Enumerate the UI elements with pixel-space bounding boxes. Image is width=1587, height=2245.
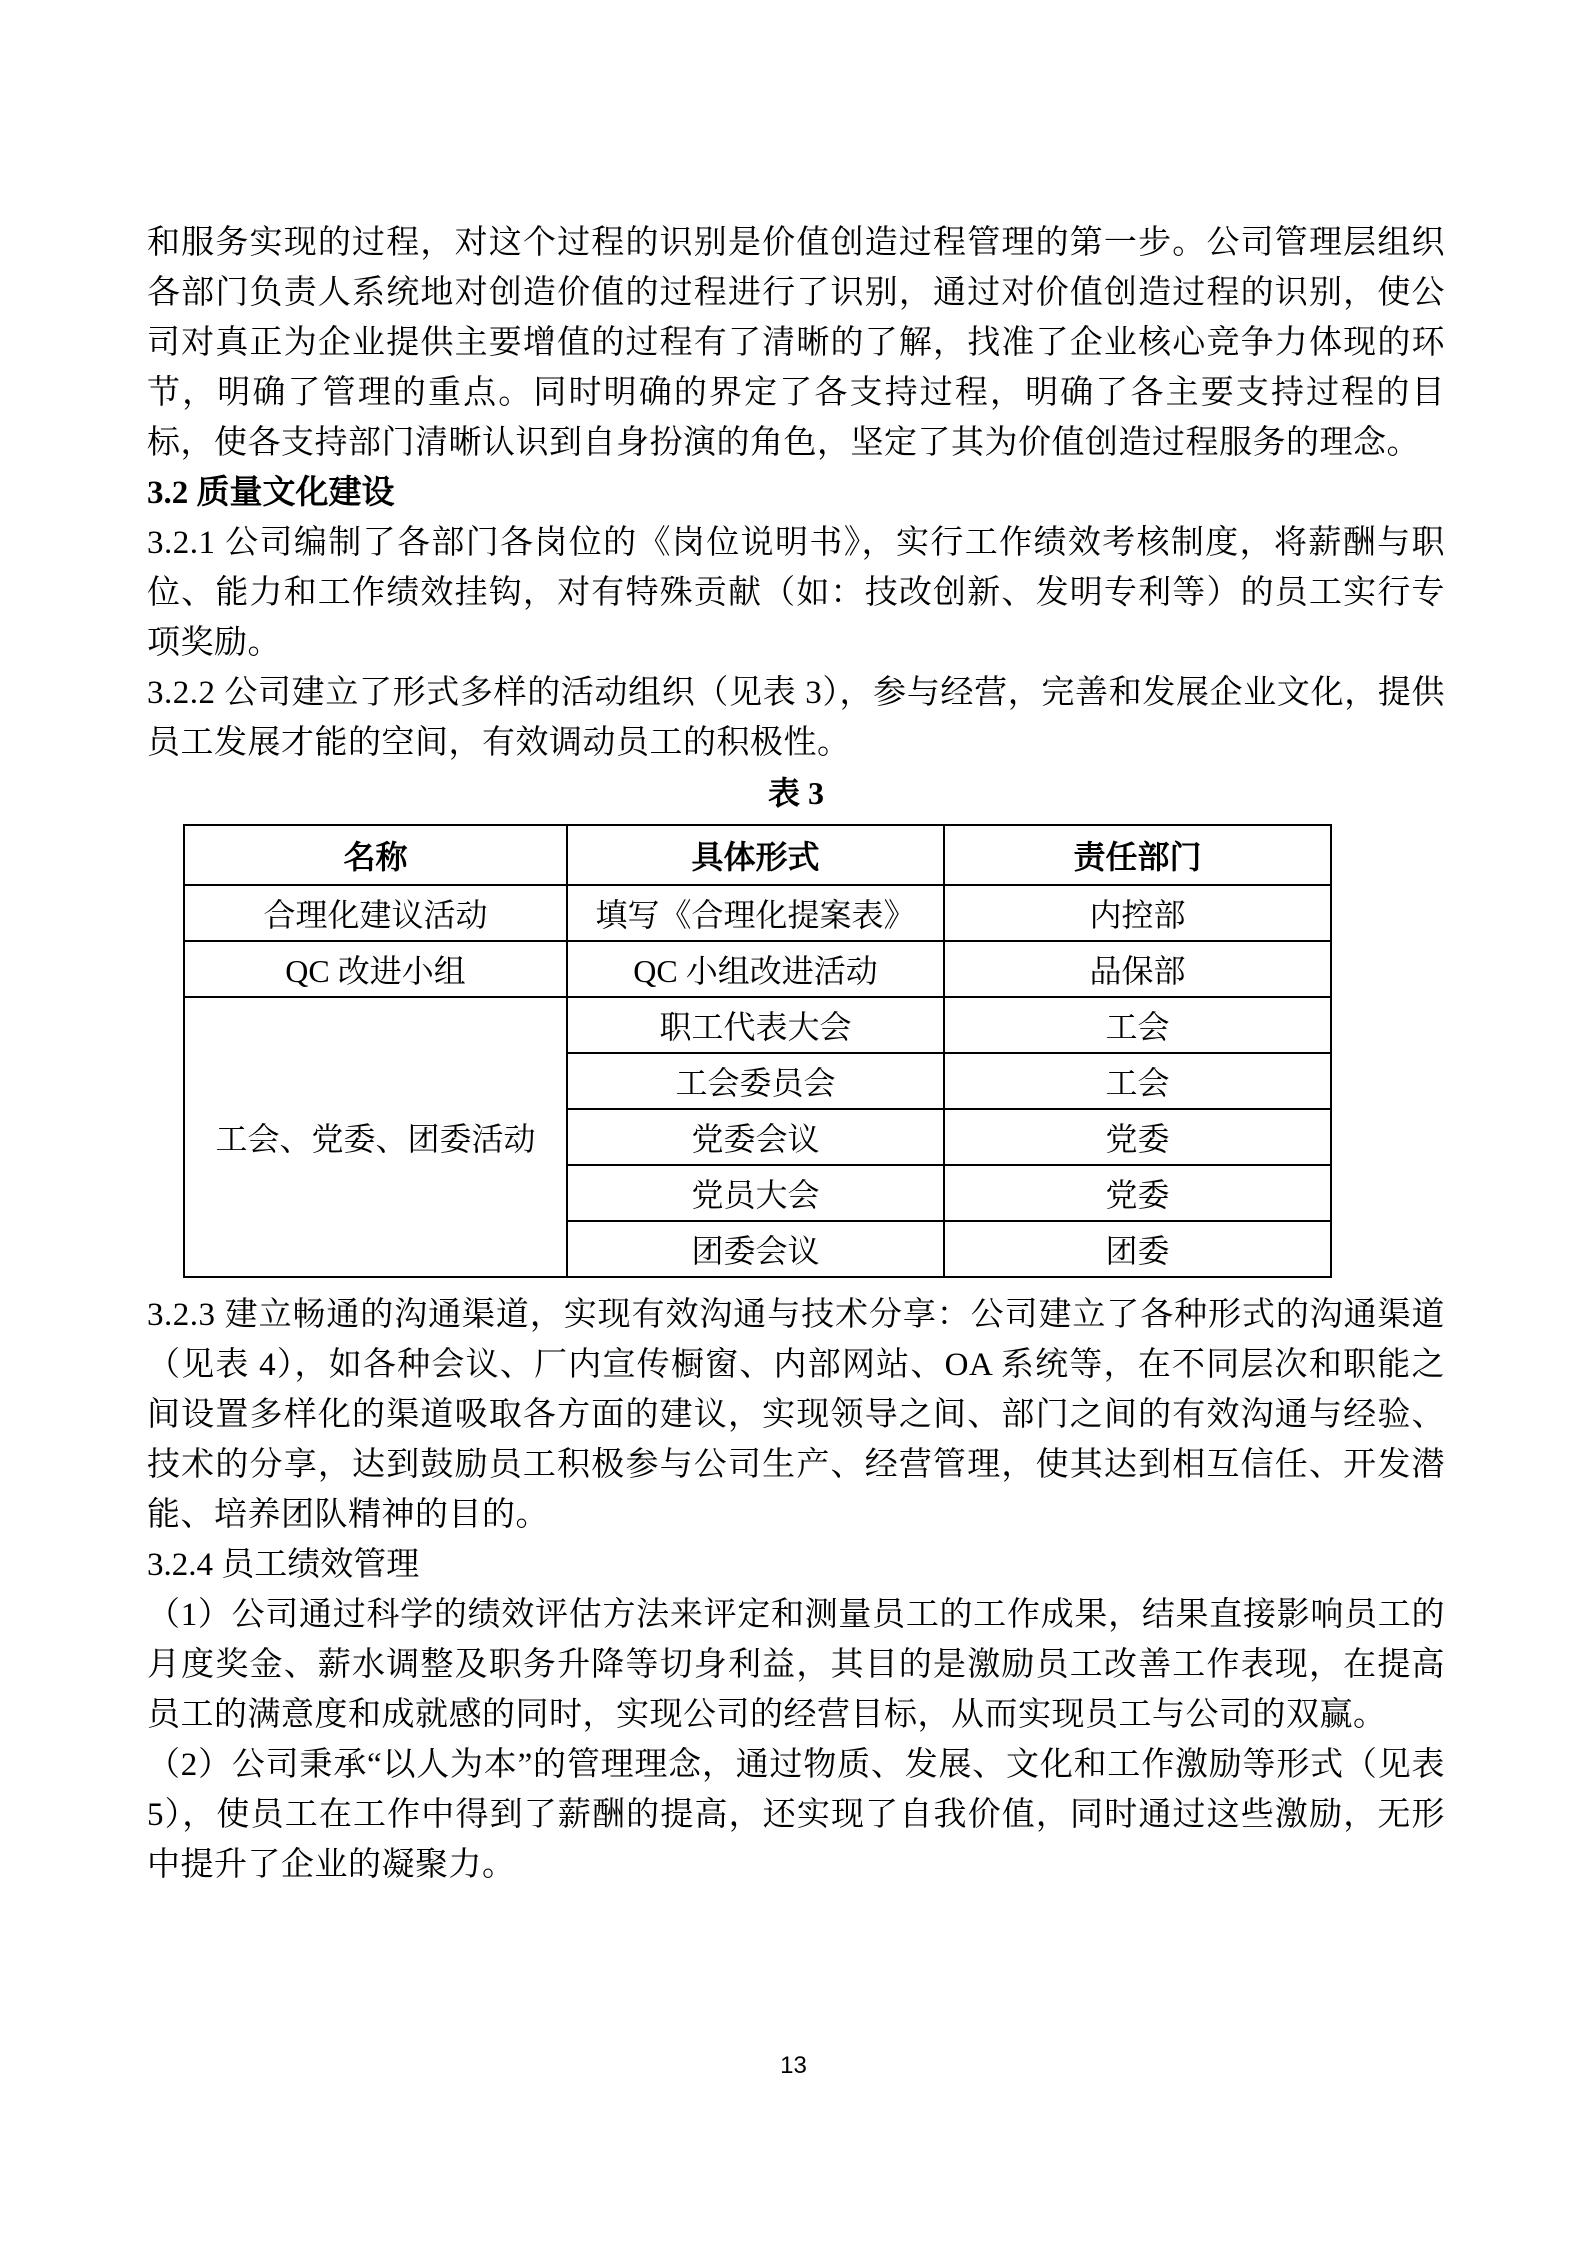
document-content [147, 218, 1445, 1890]
section-heading-3-2: 3.2 质量文化建设 [147, 475, 395, 511]
name-cell: 合理化建议活动 [184, 885, 567, 941]
dept-cell: 团委 [944, 1221, 1331, 1277]
form-cell: QC 小组改进活动 [567, 941, 944, 997]
table3-row [184, 885, 1331, 941]
dept-cell: 工会 [944, 1053, 1331, 1109]
heading-3-2-4: 3.2.4 员工绩效管理 [147, 1547, 420, 1583]
table3-row [184, 941, 1331, 997]
name-cell: QC 改进小组 [184, 941, 567, 997]
dept-cell: 党委 [944, 1165, 1331, 1221]
table3-header-dept: 责任部门 [944, 825, 1331, 885]
paragraph-performance-2: （2）公司秉承“以人为本”的管理理念，通过物质、发展、文化和工作激励等形式（见表 5），使员工在工作中得到了薪酬的提高，还实现了自我价值，同时通过这些激励，无形中提升了企业的凝聚力。 [147, 1747, 1445, 1883]
form-cell: 党委会议 [567, 1109, 944, 1165]
table3 [183, 824, 1332, 1278]
form-cell: 党员大会 [567, 1165, 944, 1221]
table3-header-name: 名称 [184, 825, 567, 885]
paragraph-performance-1: （1）公司通过科学的绩效评估方法来评定和测量员工的工作成果，结果直接影响员工的月度奖金、薪水调整及职务升降等切身利益，其目的是激励员工改善工作表现，在提高员工的满意度和成就感的同时，实现公司的经营目标，从而实现员工与公司的双赢。 [147, 1597, 1445, 1733]
paragraph-intro: 和服务实现的过程，对这个过程的识别是价值创造过程管理的第一步。公司管理层组织各部门负责人系统地对创造价值的过程进行了识别，通过对价值创造过程的识别，使公司对真正为企业提供主要增值的过程有了清晰的了解，找准了企业核心竞争力体现的环节，明确了管理的重点。同时明确的界定了各支持过程，明确了各主要支持过程的目标，使各支持部门清晰认识到自身扮演的角色，坚定了其为价值创造过程服务的理念。 [147, 225, 1445, 461]
paragraph-3-2-1: 3.2.1 公司编制了各部门各岗位的《岗位说明书》，实行工作绩效考核制度，将薪酬与职位、能力和工作绩效挂钩，对有特殊贡献（如：技改创新、发明专利等）的员工实行专项奖励。 [147, 525, 1445, 661]
table3-caption: 表 3 [767, 775, 824, 811]
form-cell: 填写《合理化提案表》 [567, 885, 944, 941]
table3-header-row [184, 825, 1331, 885]
table3-row [184, 997, 1331, 1053]
dept-cell: 工会 [944, 997, 1331, 1053]
dept-cell: 品保部 [944, 941, 1331, 997]
paragraph-3-2-3: 3.2.3 建立畅通的沟通渠道，实现有效沟通与技术分享：公司建立了各种形式的沟通渠道（见表 4），如各种会议、厂内宣传橱窗、内部网站、OA 系统等，在不同层次和职能之间设置多样化的渠道吸取各方面的建议，实现领导之间、部门之间的有效沟通与经验、技术的分享，达到鼓励员工积极参与公司生产、经营管理，使其达到相互信任、开发潜能、培养团队精神的目的。 [147, 1297, 1445, 1533]
form-cell: 工会委员会 [567, 1053, 944, 1109]
form-cell: 团委会议 [567, 1221, 944, 1277]
page-number: 13 [780, 2052, 807, 2079]
merged-name-cell: 工会、党委、团委活动 [184, 997, 567, 1277]
dept-cell: 党委 [944, 1109, 1331, 1165]
table3-header-form: 具体形式 [567, 825, 944, 885]
form-cell: 职工代表大会 [567, 997, 944, 1053]
paragraph-3-2-2: 3.2.2 公司建立了形式多样的活动组织（见表 3），参与经营，完善和发展企业文化，提供员工发展才能的空间，有效调动员工的积极性。 [147, 675, 1445, 761]
dept-cell: 内控部 [944, 885, 1331, 941]
